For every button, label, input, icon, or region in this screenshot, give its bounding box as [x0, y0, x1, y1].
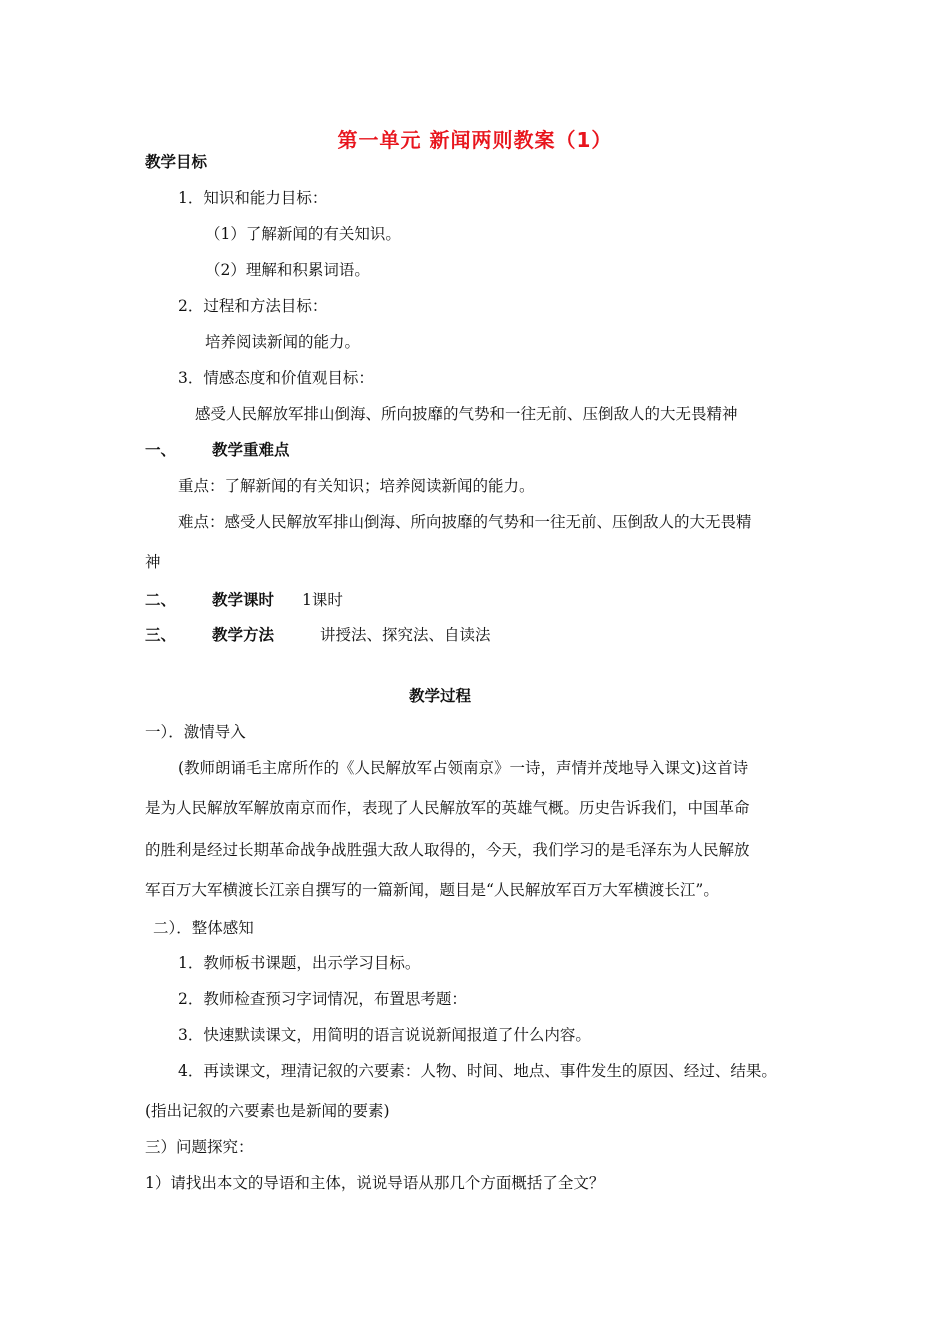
step-2-note: (指出记叙的六要素也是新闻的要素)	[145, 1102, 390, 1120]
goal-1: 1．知识和能力目标：	[178, 189, 328, 207]
step-3-heading: 三）问题探究：	[145, 1138, 254, 1156]
process-heading: 教学过程	[408, 687, 471, 705]
step-1-line-2: 是为人民解放军解放南京而作，表现了人民解放军的英雄气概。历史告诉我们，中国革命	[145, 799, 750, 817]
key-point: 重点：了解新闻的有关知识；培养阅读新闻的能力。	[178, 477, 535, 495]
goal-1b: （2）理解和积累词语。	[205, 261, 370, 279]
section-3-heading: 教学方法	[212, 626, 275, 644]
goal-3: 3．情感态度和价值观目标：	[178, 369, 374, 387]
difficult-point: 难点：感受人民解放军排山倒海、所向披靡的气势和一往无前、压倒敌人的大无畏精	[178, 513, 752, 531]
difficult-point-cont: 神	[145, 553, 161, 571]
step-2-item-3: 3．快速默读课文，用简明的语言说说新闻报道了什么内容。	[178, 1026, 591, 1044]
goal-2: 2．过程和方法目标：	[178, 297, 328, 315]
step-2-heading: 二）．整体感知	[153, 919, 254, 937]
goals-heading: 教学目标	[145, 153, 208, 171]
step-3-question-1: 1）请找出本文的导语和主体，说说导语从那几个方面概括了全文？	[145, 1174, 605, 1192]
section-2-value: 1课时	[302, 591, 343, 609]
step-2-item-4: 4．再读课文，理清记叙的六要素：人物、时间、地点、事件发生的原因、经过、结果。	[178, 1062, 777, 1080]
section-3-number: 三、	[145, 626, 177, 644]
goal-2a: 培养阅读新闻的能力。	[205, 333, 361, 351]
step-1-line-4: 军百万大军横渡长江亲自撰写的一篇新闻，题目是“人民解放军百万大军横渡长江”。	[145, 881, 719, 899]
section-1-heading: 教学重难点	[212, 441, 290, 459]
step-2-item-1: 1．教师板书课题，出示学习目标。	[178, 954, 421, 972]
goal-3a: 感受人民解放军排山倒海、所向披靡的气势和一往无前、压倒敌人的大无畏精神	[195, 405, 738, 423]
section-2-number: 二、	[145, 591, 177, 609]
step-2-item-2: 2．教师检查预习字词情况，布置思考题：	[178, 990, 467, 1008]
section-1-number: 一、	[145, 441, 177, 459]
section-2-heading: 教学课时	[212, 591, 275, 609]
section-3-value: 讲授法、探究法、自读法	[320, 626, 491, 644]
step-1-line-3: 的胜利是经过长期革命战争战胜强大敌人取得的，今天，我们学习的是毛泽东为人民解放	[145, 841, 750, 859]
step-1-heading: 一）．激情导入	[145, 723, 246, 741]
goal-1a: （1）了解新闻的有关知识。	[205, 225, 401, 243]
document-title: 第一单元 新闻两则教案（1）	[337, 128, 613, 152]
step-1-line-1: (教师朗诵毛主席所作的《人民解放军占领南京》一诗，声情并茂地导入课文)这首诗	[178, 759, 749, 777]
